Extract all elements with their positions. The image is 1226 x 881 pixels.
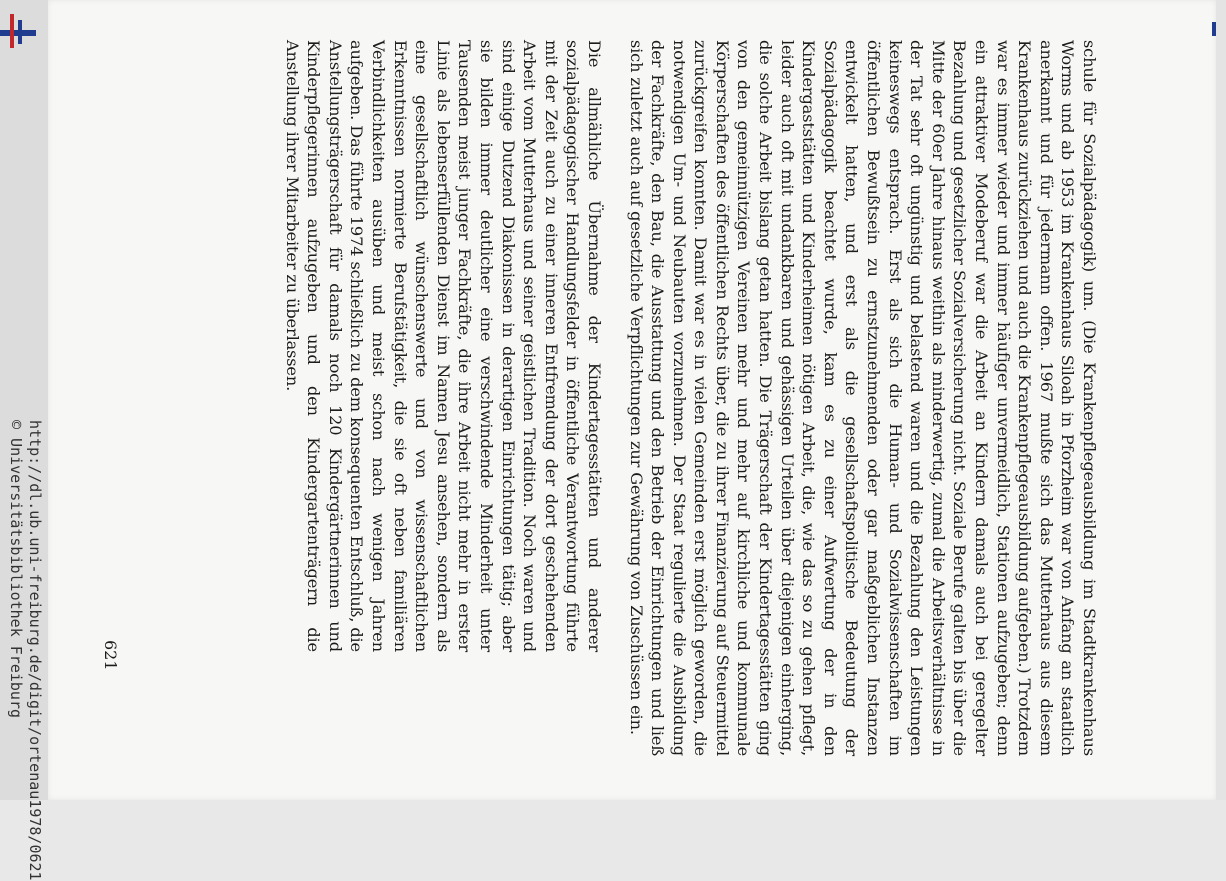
watermark: [6, 420, 44, 881]
right-margin-strip: [1216, 0, 1226, 800]
color-calibration-mark: [1212, 22, 1216, 36]
watermark-url: http://dl.ub.uni-freiburg.de/digit/ortenau1978/0621: [26, 420, 44, 881]
color-calibration-mark: [18, 20, 22, 44]
page-text-block: [140, 40, 1100, 800]
color-calibration-mark: [10, 14, 14, 48]
paragraph-2: Die allmähliche Übernahme der Kindertagesstätten und anderer sozialpädagogischer Handlungsfelder in öffentliche Verantwortung führte mit der Zeit auch zu einer inneren Entfremdung der dort geschehenden Arbeit vom Mutterhaus und seiner geistlichen Tradition. Noch waren und sind einige Dutzend Diakonissen in derartigen Einrichtungen tätig; aber sie bilden immer deutlicher eine verschwindende Minderheit unter Tausenden meist junger Fachkräfte, die ihre Arbeit nicht mehr in erster Linie als lebenserfüllenden Dienst im Namen Jesu ansehen, sondern als eine gesellschaftlich wünschenswerte und von wissenschaftlichen Erkenntnissen normierte Berufstätigkeit, die sie oft neben familiären Verbindlichkeiten ausüben und meist schon nach wenigen Jahren aufgeben. Das führte 1974 schließlich zu dem konsequenten Entschluß, die Anstellungsträgerschaft für damals noch 120 Kindergärtnerinnen und Kinderpflegerinnen aufzugeben und den Kindergartenträgern die Anstellung ihrer Mitarbeiter zu überlassen.: [282, 40, 604, 652]
page-number: 621: [101, 640, 120, 671]
paragraph-1: schule für Sozialpädagogik) um. (Die Krankenpflegeausbildung im Stadtkrankenhaus Worms und ab 1953 im Krankenhaus Siloah in Pforzheim war von Anfang an staatlich anerkannt und für jedermann offen. 1967 mußte sich das Mutterhaus aus diesem Krankenhaus zurückziehen und auch die Krankenpflegeausbildung aufgeben.) Trotzdem war es immer wieder und immer häufiger unvermeidlich, Stationen aufzugeben; denn ein attraktiver Modeberuf war die Arbeit an Kindern damals auch bei geregelter Bezahlung und gesetzlicher Sozialversicherung nicht. Soziale Berufe galten bis über die Mitte der 60er Jahre hinaus weithin als minderwertig, zumal die Arbeitsverhältnisse in der Tat sehr oft ungünstig und belastend waren und die Bezahlung den Leistungen keineswegs entsprach. Erst als sich die Human- und Sozialwissenschaften im öffentlichen Bewußtsein zu ernstzunehmenden oder gar maßgeblichen Instanzen entwickelt hatten, und erst als die gesellschaftspolitische Bedeutung der Sozialpädagogik beachtet wurde, kam es zu einer Aufwertung der in den Kindergaststätten und Kinderheimen nötigen Arbeit, die, wie das so zu gehen pflegt, leider auch oft mit undankbaren und gehässigen Urteilen über diejenigen einherging, die solche Arbeit bislang getan hatten. Die Trägerschaft der Kindertagesstätten ging von den gemeinnützigen Vereinen mehr und mehr auf kirchliche und kommunale Körperschaften des öffentlichen Rechts über, die zu ihrer Finanzierung auf Steuermittel zurückgreifen konnten. Damit war es in vielen Gemeinden erst möglich geworden, die notwendigen Um- und Neubauten vorzunehmen. Der Staat regulierte die Ausbildung der Fachkräfte, den Bau, die Ausstattung und den Betrieb der Einrichtungen und ließ sich zuletzt auch auf gesetzliche Verpflichtungen zur Gewährung von Zuschüssen ein.: [626, 40, 1099, 756]
watermark-copyright: © Universitätsbibliothek Freiburg: [7, 420, 25, 719]
